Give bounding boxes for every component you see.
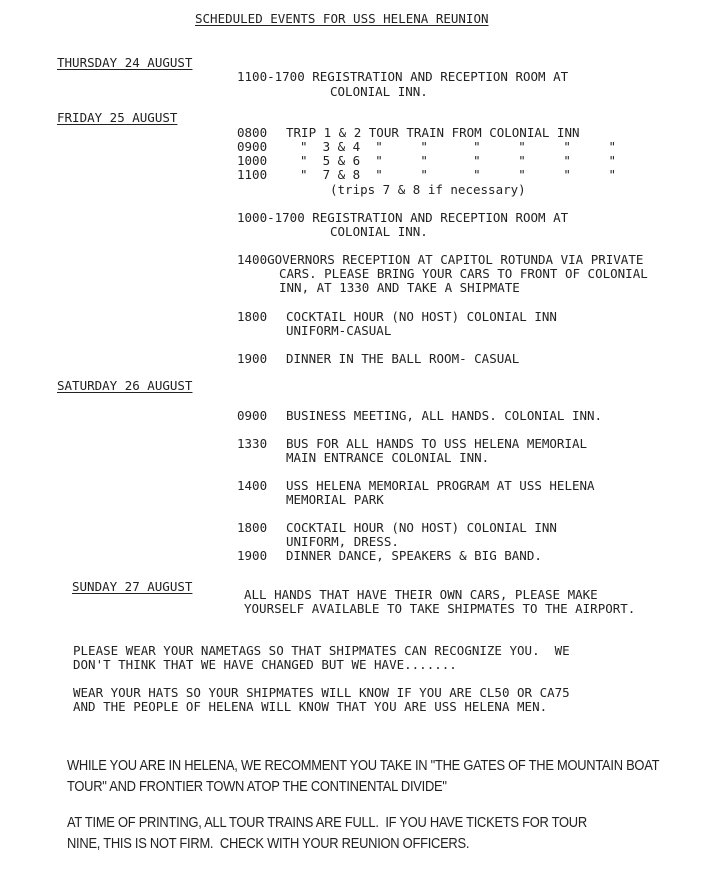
saturday-cocktail-line1: COCKTAIL HOUR (NO HOST) COLONIAL INN: [286, 520, 557, 535]
sunday-line2: YOURSELF AVAILABLE TO TAKE SHIPMATES TO THE AIRPORT.: [244, 601, 636, 616]
bus-line2: MAIN ENTRANCE COLONIAL INN.: [286, 450, 490, 465]
memorial-line2: MEMORIAL PARK: [286, 492, 384, 507]
trip-text: " 7 & 8 " " " " " ": [300, 167, 617, 182]
trip-time: 1000: [237, 153, 268, 168]
event-time: 1330: [237, 436, 268, 451]
friday-registration-line2: COLONIAL INN.: [330, 224, 428, 239]
day-heading-sunday: SUNDAY 27 AUGUST: [72, 579, 193, 594]
day-heading-saturday: SATURDAY 26 AUGUST: [57, 378, 193, 393]
trip-time: 0900: [237, 139, 268, 154]
memorial-line1: USS HELENA MEMORIAL PROGRAM AT USS HELENA: [286, 478, 595, 493]
hats-line1: WEAR YOUR HATS SO YOUR SHIPMATES WILL KNOW IF YOU ARE CL50 OR CA75: [73, 685, 570, 700]
trip-text: TRIP 1 & 2 TOUR TRAIN FROM COLONIAL INN: [286, 125, 580, 140]
nametags-line2: DON'T THINK THAT WE HAVE CHANGED BUT WE HAVE.......: [73, 657, 457, 672]
tour-full-line1: AT TIME OF PRINTING, ALL TOUR TRAINS ARE FULL. IF YOU HAVE TICKETS FOR TOUR: [67, 814, 587, 831]
hats-line2: AND THE PEOPLE OF HELENA WILL KNOW THAT YOU ARE USS HELENA MEN.: [73, 699, 548, 714]
tour-full-line2: NINE, THIS IS NOT FIRM. CHECK WITH YOUR REUNION OFFICERS.: [67, 835, 470, 852]
trip-text: " 3 & 4 " " " " " ": [300, 139, 617, 154]
helena-recommend-line2: TOUR" AND FRONTIER TOWN ATOP THE CONTINENTAL DIVIDE": [67, 778, 447, 795]
friday-dinner: DINNER IN THE BALL ROOM- CASUAL: [286, 351, 520, 366]
nametags-line1: PLEASE WEAR YOUR NAMETAGS SO THAT SHIPMATES CAN RECOGNIZE YOU. WE: [73, 643, 570, 658]
day-heading-friday: FRIDAY 25 AUGUST: [57, 110, 178, 125]
event-time: 1800: [237, 520, 268, 535]
friday-cocktail-line2: UNIFORM-CASUAL: [286, 323, 392, 338]
governors-reception-line3: INN, AT 1330 AND TAKE A SHIPMATE: [279, 280, 520, 295]
event-time: 1900: [237, 351, 268, 366]
friday-cocktail-line1: COCKTAIL HOUR (NO HOST) COLONIAL INN: [286, 309, 557, 324]
sunday-line1: ALL HANDS THAT HAVE THEIR OWN CARS, PLEASE MAKE: [244, 587, 598, 602]
saturday-dinner: DINNER DANCE, SPEAKERS & BIG BAND.: [286, 548, 542, 563]
trips-note: (trips 7 & 8 if necessary): [330, 182, 526, 197]
trip-time: 0800: [237, 125, 268, 140]
page-title: SCHEDULED EVENTS FOR USS HELENA REUNION: [195, 11, 489, 26]
trip-text: " 5 & 6 " " " " " ": [300, 153, 617, 168]
trip-time: 1100: [237, 167, 268, 182]
event-time: 0900: [237, 408, 268, 423]
bus-line1: BUS FOR ALL HANDS TO USS HELENA MEMORIAL: [286, 436, 588, 451]
business-meeting: BUSINESS MEETING, ALL HANDS. COLONIAL INN.: [286, 408, 603, 423]
event-time: 1900: [237, 548, 268, 563]
thursday-registration-line1: 1100-1700 REGISTRATION AND RECEPTION ROOM AT: [237, 69, 569, 84]
saturday-cocktail-line2: UNIFORM, DRESS.: [286, 534, 399, 549]
thursday-registration-line2: COLONIAL INN.: [330, 84, 428, 99]
event-time: 1800: [237, 309, 268, 324]
governors-reception-line1: 1400GOVERNORS RECEPTION AT CAPITOL ROTUNDA VIA PRIVATE: [237, 252, 644, 267]
friday-registration-line1: 1000-1700 REGISTRATION AND RECEPTION ROOM AT: [237, 210, 569, 225]
governors-reception-line2: CARS. PLEASE BRING YOUR CARS TO FRONT OF COLONIAL: [279, 266, 648, 281]
helena-recommend-line1: WHILE YOU ARE IN HELENA, WE RECOMMENT YOU TAKE IN "THE GATES OF THE MOUNTAIN BOAT: [67, 757, 660, 774]
day-heading-thursday: THURSDAY 24 AUGUST: [57, 55, 193, 70]
event-time: 1400: [237, 478, 268, 493]
